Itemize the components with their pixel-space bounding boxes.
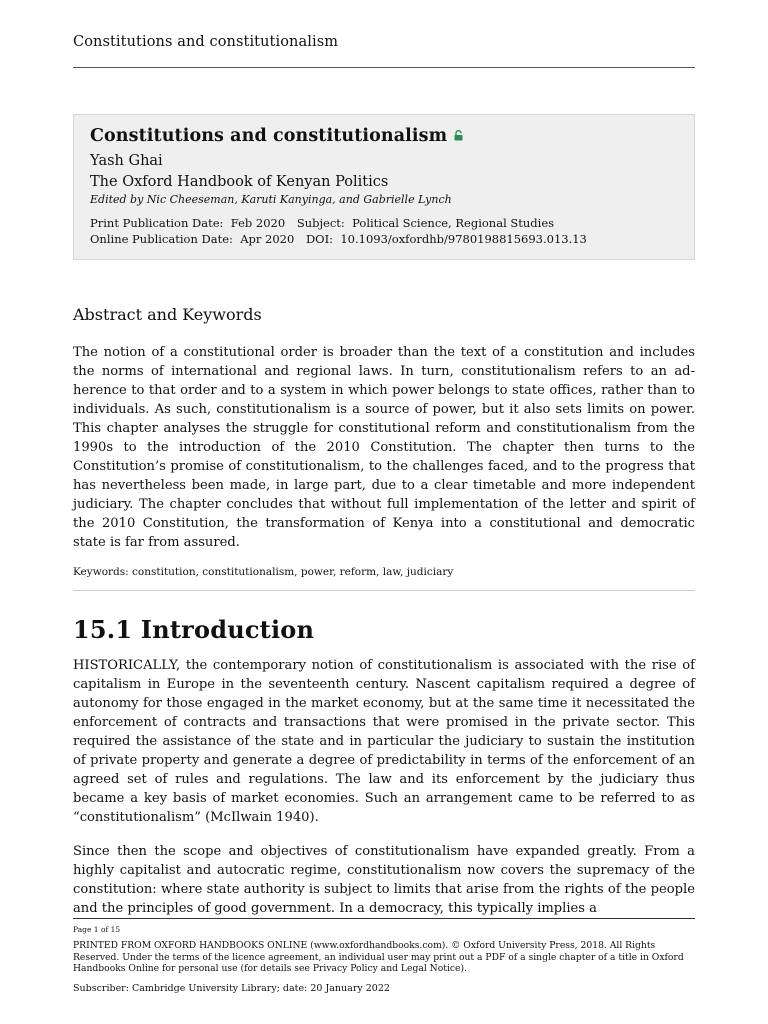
header-divider xyxy=(73,67,695,68)
chapter-author: Yash Ghai xyxy=(90,153,163,169)
print-date-label: Print Publication Date: xyxy=(90,216,224,230)
chapter-title: Constitutions and constitutionalism xyxy=(90,126,448,146)
abstract-text: The notion of a constitutional order is broader than the text of a constitution and includes the norms of international and regional laws. In turn, constitutionalism refers to an adherence to that order and to a system in which power belongs to state offices, rather than to individuals. As such, constitutionalism is a source of power, but it also sets limits on power. This chapter analyses the struggle for constitutional reform and constitutionalism from the 1990s to the introduction of the 2010 Constitution. The chapter then turns to the Constitution’s promise of constitutionalism, to the challenges faced, and to the progress that has nevertheless been made, in large part, due to a clear timetable and more independent judiciary. The chapter concludes that without full implementation of the letter and spirit of the 2010 Constitution, the transformation of Kenya into a constitutional and democratic state is far from assured. xyxy=(73,345,695,550)
section-heading: 15.1 Introduction xyxy=(73,615,315,644)
running-head: Constitutions and constitutionalism xyxy=(73,34,339,50)
open-access-lock-icon xyxy=(454,126,463,146)
book-editors: Edited by Nic Cheeseman, Karuti Kanyinga, and Gabrielle Lynch xyxy=(90,193,452,206)
copyright-notice: PRINTED FROM OXFORD HANDBOOKS ONLINE (www.oxfordhandbooks.com). © Oxford University Press, 2018. All Rights Reserved. Under the terms of the licence agreement, an individual user may print out a PDF of a single chapter of a title in Oxford Handbooks Online for personal use (for details see Privacy Policy and Legal Notice). xyxy=(73,940,684,974)
subject-value: Political Science, Regional Studies xyxy=(352,216,555,230)
online-date: Apr 2020 xyxy=(240,232,295,246)
page-number: Page 1 of 15 xyxy=(73,925,121,934)
body-paragraph-1: HISTORICALLY, the contemporary notion of constitutionalism is associated with the rise of capitalism in Europe in the seventeenth century. Nascent capitalism required a degree of autonomy for those engaged in the market economy, but at the same time it necessitated the enforcement of contracts and transactions that were promised in the private sector. This required the assistance of the state and in particular the judiciary to sustain the institution of private property and generate a degree of predictability in terms of the enforcement of an agreed set of rules and regulations. The law and its enforcement by the judiciary thus became a key basis of market economies. Such an arrangement came to be referred to as “constitutionalism” (McIlwain 1940). xyxy=(73,658,695,825)
document-page xyxy=(73,0,695,1024)
online-date-label: Online Publication Date: xyxy=(90,232,233,246)
keywords-divider xyxy=(73,590,695,591)
chapter-title-line xyxy=(90,126,463,147)
chapter-metadata-box xyxy=(73,114,695,260)
book-title: The Oxford Handbook of Kenyan Politics xyxy=(90,174,389,190)
abstract-heading: Abstract and Keywords xyxy=(73,305,262,324)
online-publication-row xyxy=(90,232,587,246)
keywords: Keywords: constitution, constitutionalism, power, reform, law, judiciary xyxy=(73,566,454,578)
print-publication-row xyxy=(90,216,554,230)
print-date: Feb 2020 xyxy=(230,216,286,230)
subscriber-line: Subscriber: Cambridge University Library; date: 20 January 2022 xyxy=(73,983,390,994)
subject-label: Subject: xyxy=(296,216,345,230)
footer-divider xyxy=(73,918,695,919)
body-paragraph-2: Since then the scope and objectives of constitutionalism have expanded greatly. From a highly capitalist and autocratic regime, constitutionalism now covers the supremacy of the constitution: where state authority is subject to limits that arise from the rights of the people and the principles of good government. In a democracy, this typically implies a xyxy=(73,844,695,916)
doi-value: 10.1093/oxfordhb/9780198815693.013.13 xyxy=(340,232,587,246)
doi-label: DOI: xyxy=(305,232,334,246)
